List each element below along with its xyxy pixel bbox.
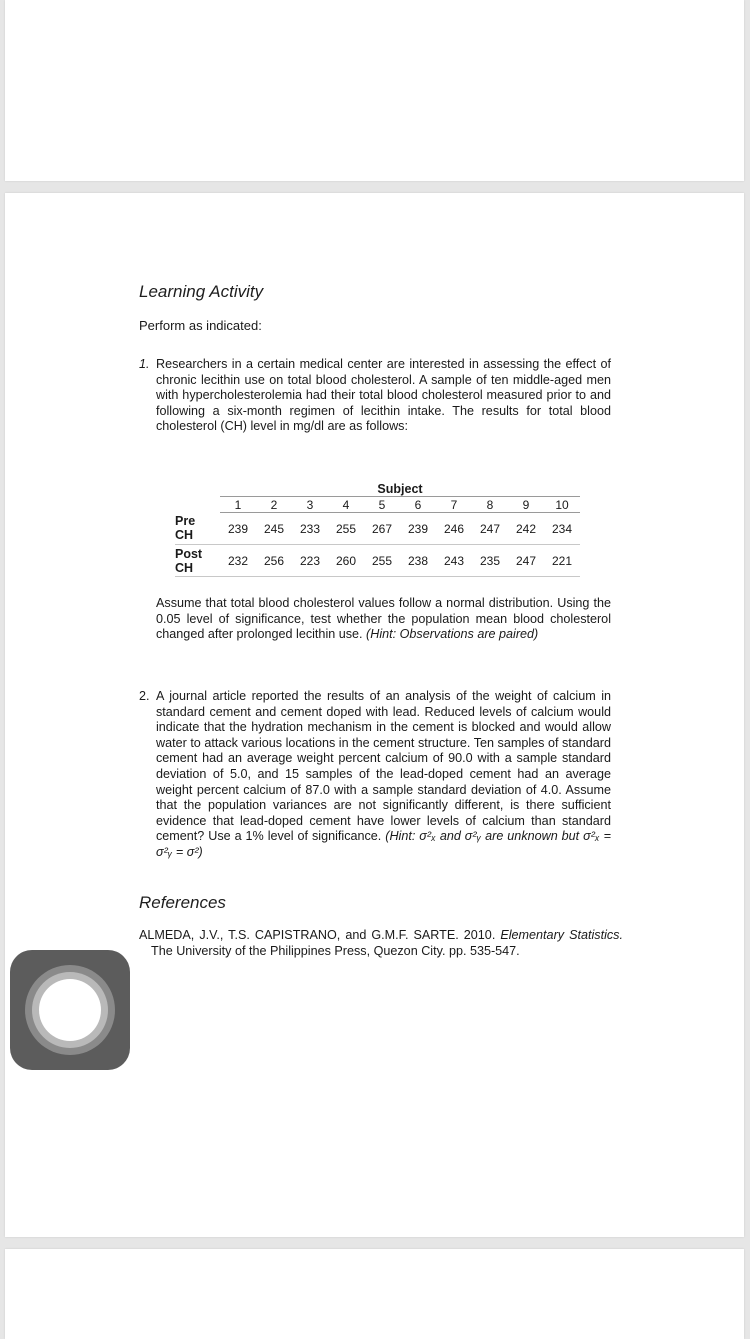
question-1 [139, 357, 611, 435]
table-cell: 267 [364, 513, 400, 545]
table-cell: 233 [292, 513, 328, 545]
learning-activity-heading: Learning Activity [139, 282, 264, 301]
question-1-instructions [156, 596, 611, 643]
table-cell: 247 [508, 545, 544, 577]
table-row-post [175, 545, 580, 577]
subject-header: 3 [292, 497, 328, 513]
table-cell: 260 [328, 545, 364, 577]
table-cell: 255 [364, 545, 400, 577]
question-2 [139, 689, 611, 861]
subject-header: 7 [436, 497, 472, 513]
row-label: Post CH [175, 545, 220, 577]
reference-publisher: The University of the Philippines Press, Quezon City. pp. 535-547. [151, 943, 520, 958]
assistive-touch-button[interactable] [10, 950, 130, 1070]
question-2-number: 2. [139, 689, 150, 703]
subject-header: 4 [328, 497, 364, 513]
table-caption: Subject [220, 482, 580, 497]
table-cell: 243 [436, 545, 472, 577]
table-cell: 223 [292, 545, 328, 577]
reference-entry [139, 928, 623, 959]
question-2-text: A journal article reported the results of an analysis of the weight of calcium in standard cement and cement doped with lead. Reduced levels of calcium would indicate that the hydration mechanism in the cement is blocked and would allow water to attack various locations in the cement structure. Ten samples of standard cement had an average weight percent calcium of 90.0 with a sample standard deviation of 5.0, and 15 samples of the lead-doped cement had an average weight percent calcium of 87.0 with a sample standard deviation of 4.0. Assume that the population variances are not significantly different, is there sufficient evidence that lead-doped cement have lower levels of calcium than standard cement? Use a 1% level of significance. [156, 689, 611, 844]
table-row-pre [175, 513, 580, 545]
subject-header-row [175, 497, 580, 513]
cholesterol-table [175, 482, 580, 577]
table-cell: 239 [400, 513, 436, 545]
previous-page [5, 0, 744, 181]
question-2-hint: (Hint: σ²ₓ and σ²ᵧ are unknown but σ²ₓ = σ²ᵧ = σ²) [156, 829, 612, 859]
subject-header: 5 [364, 497, 400, 513]
next-page [5, 1249, 744, 1339]
instruction-text: Perform as indicated: [139, 318, 262, 333]
table-cell: 221 [544, 545, 580, 577]
table-cell: 246 [436, 513, 472, 545]
reference-book-title: Elementary Statistics. [500, 928, 623, 942]
reference-authors: ALMEDA, J.V., T.S. CAPISTRANO, and G.M.F. SARTE. 2010. [139, 928, 496, 942]
table-cell: 245 [256, 513, 292, 545]
subject-header: 1 [220, 497, 256, 513]
table-cell: 234 [544, 513, 580, 545]
table-cell: 238 [400, 545, 436, 577]
table-cell: 256 [256, 545, 292, 577]
subject-header: 6 [400, 497, 436, 513]
subject-header: 8 [472, 497, 508, 513]
table-cell: 239 [220, 513, 256, 545]
subject-header: 9 [508, 497, 544, 513]
references-heading: References [139, 893, 226, 912]
subject-header: 2 [256, 497, 292, 513]
question-1-text: Researchers in a certain medical center are interested in assessing the effect of chronic lecithin use on total blood cholesterol. A sample of ten middle-aged men with hypercholesterolemia had their total blood cholesterol measured prior to and following a six-month regimen of lecithin intake. The results for total blood cholesterol (CH) level in mg/dl are as follows: [156, 357, 611, 434]
question-1-hint: (Hint: Observations are paired) [366, 627, 539, 642]
question-1-number: 1. [139, 357, 150, 371]
table-caption-row [175, 482, 580, 497]
question-2-body [156, 689, 611, 861]
table-cell: 255 [328, 513, 364, 545]
table-cell: 232 [220, 545, 256, 577]
document-page [5, 193, 744, 1237]
subject-header: 10 [544, 497, 580, 513]
table-cell: 235 [472, 545, 508, 577]
table-cell: 242 [508, 513, 544, 545]
row-label: Pre CH [175, 513, 220, 545]
table-cell: 247 [472, 513, 508, 545]
question-1-note: Assume that total blood cholesterol values follow a normal distribution. Using the 0.05 level of significance, test whether the population mean blood cholesterol changed after prolonged lecithin use. [156, 596, 611, 642]
